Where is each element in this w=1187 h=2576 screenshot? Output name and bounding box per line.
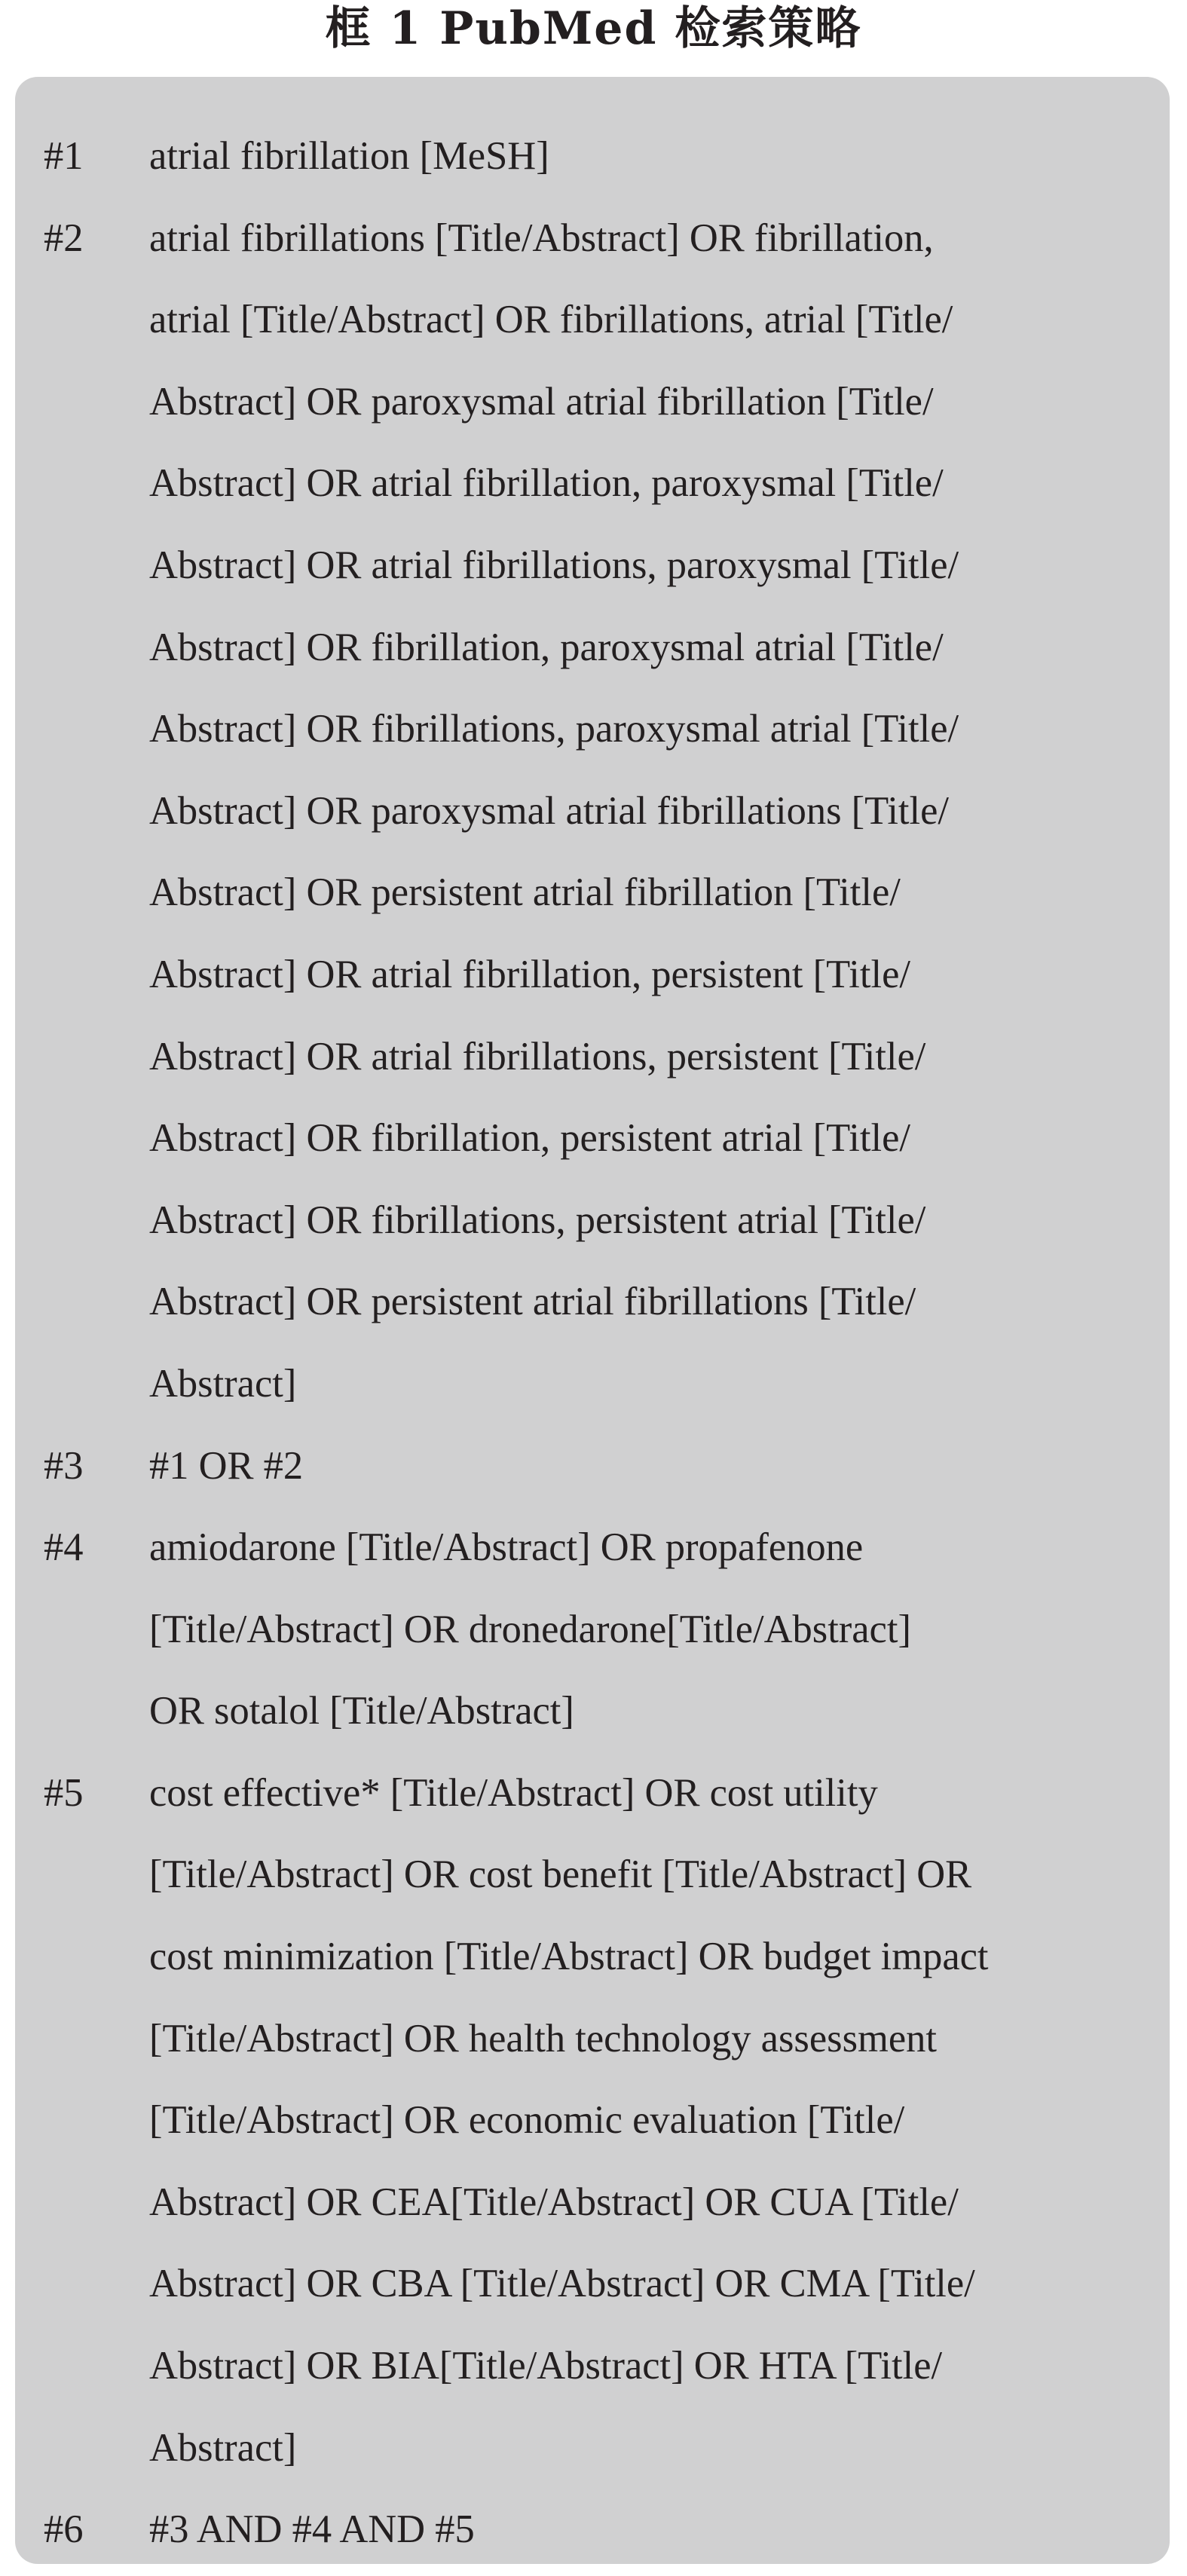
query-line: Abstract] OR atrial fibrillations, persistent [Title/ bbox=[149, 1034, 926, 1078]
query-line: Abstract] OR persistent atrial fibrillation [Title/ bbox=[149, 870, 901, 915]
query-line: atrial fibrillations [Title/Abstract] OR fibrillation, bbox=[149, 216, 934, 260]
query-line: Abstract] OR persistent atrial fibrillations [Title/ bbox=[149, 1280, 916, 1324]
query-line: Abstract] OR atrial fibrillation, paroxysmal [Title/ bbox=[149, 461, 944, 506]
search-row-number: #6 bbox=[44, 2507, 84, 2552]
search-row bbox=[44, 115, 1152, 197]
search-row-query bbox=[149, 197, 1159, 1425]
query-line: Abstract] OR CBA [Title/Abstract] OR CMA [Title/ bbox=[149, 2262, 975, 2306]
query-line: Abstract] bbox=[149, 2425, 297, 2470]
query-line: cost minimization [Title/Abstract] OR budget impact bbox=[149, 1935, 989, 1979]
search-row-number: #3 bbox=[44, 1443, 84, 1488]
search-row-number: #5 bbox=[44, 1770, 84, 1815]
search-row-number: #4 bbox=[44, 1525, 84, 1570]
search-row bbox=[44, 1752, 1152, 2489]
box-title: 框 1 PubMed 检索策略 bbox=[325, 2, 862, 55]
query-line: [Title/Abstract] OR economic evaluation [Title/ bbox=[149, 2098, 905, 2143]
query-line: Abstract] OR fibrillation, persistent atrial [Title/ bbox=[149, 1116, 910, 1161]
query-line: Abstract] OR fibrillation, paroxysmal atrial [Title/ bbox=[149, 625, 944, 669]
search-row-number: #1 bbox=[44, 134, 84, 178]
query-line: Abstract] OR atrial fibrillations, paroxysmal [Title/ bbox=[149, 543, 959, 587]
query-line: amiodarone [Title/Abstract] OR propafenone bbox=[149, 1525, 864, 1570]
query-line: Abstract] OR paroxysmal atrial fibrillation [Title/ bbox=[149, 379, 934, 424]
query-line: Abstract] OR fibrillations, persistent atrial [Title/ bbox=[149, 1198, 926, 1242]
query-line: Abstract] bbox=[149, 1361, 297, 1406]
search-row bbox=[44, 1425, 1152, 1507]
search-row-number: #2 bbox=[44, 216, 84, 260]
query-line: atrial [Title/Abstract] OR fibrillations, atrial [Title/ bbox=[149, 298, 953, 342]
search-row bbox=[44, 2489, 1152, 2571]
query-line: atrial fibrillation [MeSH] bbox=[149, 134, 549, 178]
search-row-query bbox=[149, 115, 1159, 197]
search-row bbox=[44, 197, 1152, 1425]
query-line: cost effective* [Title/Abstract] OR cost utility bbox=[149, 1770, 878, 1815]
query-line: Abstract] OR CEA[Title/Abstract] OR CUA [Title/ bbox=[149, 2180, 959, 2224]
query-line: #1 OR #2 bbox=[149, 1443, 304, 1488]
query-line: [Title/Abstract] OR dronedarone[Title/Abstract] bbox=[149, 1607, 911, 1651]
search-row-query bbox=[149, 1752, 1159, 2489]
query-line: Abstract] OR fibrillations, paroxysmal atrial [Title/ bbox=[149, 707, 959, 751]
query-line: OR sotalol [Title/Abstract] bbox=[149, 1689, 574, 1733]
search-row-query bbox=[149, 1425, 1159, 1507]
query-line: [Title/Abstract] OR health technology assessment bbox=[149, 2016, 937, 2060]
query-line: Abstract] OR BIA[Title/Abstract] OR HTA [Title/ bbox=[149, 2344, 943, 2388]
query-line: #3 AND #4 AND #5 bbox=[149, 2507, 475, 2552]
query-line: Abstract] OR atrial fibrillation, persistent [Title/ bbox=[149, 952, 910, 996]
query-line: [Title/Abstract] OR cost benefit [Title/Abstract] OR bbox=[149, 1852, 972, 1897]
search-row bbox=[44, 1507, 1152, 1752]
search-row-query bbox=[149, 2489, 1159, 2571]
query-line: Abstract] OR paroxysmal atrial fibrillations [Title/ bbox=[149, 788, 949, 833]
search-row-query bbox=[149, 1507, 1159, 1752]
search-strategy-list bbox=[44, 115, 1152, 2571]
